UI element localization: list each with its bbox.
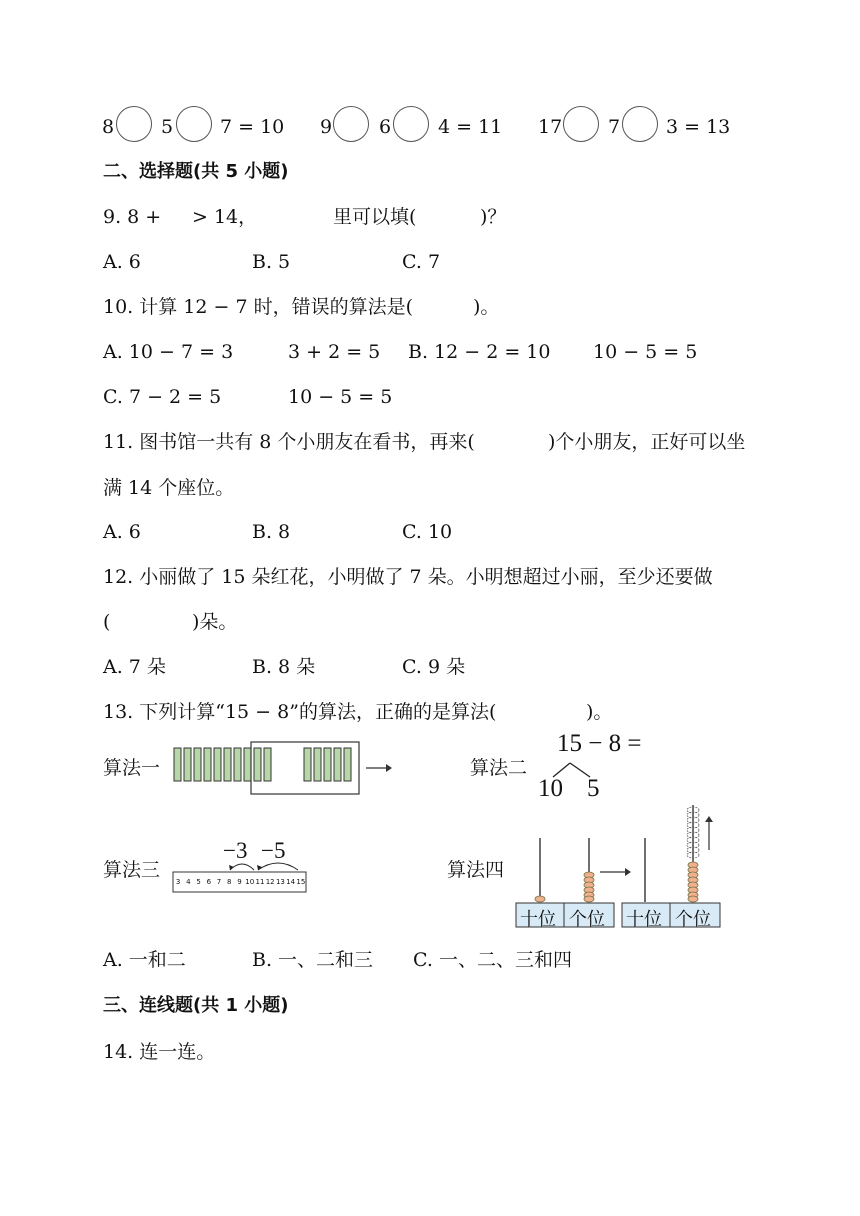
- q10-option-b-line1[interactable]: B. 12 − 2 = 10: [408, 341, 551, 363]
- blank-circle[interactable]: [622, 106, 658, 142]
- q13-option-c[interactable]: C. 一、二、三和四: [413, 949, 572, 971]
- method-4-label: 算法四: [447, 859, 505, 881]
- decompose-right: 5: [587, 775, 600, 802]
- eq3-n2: 7: [608, 116, 621, 138]
- q11-option-a[interactable]: A. 6: [103, 521, 141, 543]
- number-line-figure: [172, 838, 308, 898]
- decompose-equation: 15 − 8 =: [557, 730, 642, 757]
- blank-circle[interactable]: [176, 106, 212, 142]
- jump-minus-5: −5: [261, 838, 286, 863]
- eq3-rest: 3 = 13: [666, 116, 731, 138]
- method-1-label: 算法一: [103, 757, 161, 779]
- ruler-tick-label: 8: [227, 878, 232, 886]
- q12-option-b[interactable]: B. 8 朵: [252, 656, 316, 678]
- q10-option-c-line1[interactable]: C. 7 − 2 = 5: [103, 386, 222, 408]
- ruler-tick-label: 12: [265, 878, 275, 886]
- ruler-tick-label: 7: [216, 878, 222, 886]
- q9-part1: 9. 8 +: [103, 206, 162, 228]
- ruler-tick-label: 10: [245, 878, 255, 886]
- blank-circle[interactable]: [563, 106, 599, 142]
- q10-option-c-line2[interactable]: 10 − 5 = 5: [288, 386, 393, 408]
- blank-circle[interactable]: [393, 106, 429, 142]
- q9-option-a[interactable]: A. 6: [103, 251, 141, 273]
- q11-option-c[interactable]: C. 10: [402, 521, 453, 543]
- q11-line1a: 11. 图书馆一共有 8 个小朋友在看书，再来(: [103, 431, 475, 453]
- q13-stem: 13. 下列计算“15 − 8”的算法，正确的是算法(: [103, 701, 497, 723]
- eq2-n1: 9: [320, 116, 333, 138]
- q9-option-b[interactable]: B. 5: [252, 251, 291, 273]
- eq3-n1: 17: [538, 116, 563, 138]
- q11-option-b[interactable]: B. 8: [252, 521, 291, 543]
- eq1-n1: 8: [102, 116, 115, 138]
- blank-circle[interactable]: [333, 106, 369, 142]
- q12-option-c[interactable]: C. 9 朵: [402, 656, 466, 678]
- ruler-tick-label: 15: [296, 878, 306, 886]
- ruler-tick-label: 6: [206, 878, 212, 886]
- q10-end: )。: [473, 296, 500, 318]
- eq2-n2: 6: [379, 116, 392, 138]
- ruler-tick-label: 5: [196, 878, 201, 886]
- q9-part3: 里可以填(: [333, 206, 417, 228]
- blank-circle[interactable]: [116, 106, 152, 142]
- q14-stem: 14. 连一连。: [103, 1041, 216, 1063]
- method-2-label: 算法二: [470, 757, 528, 779]
- ruler-tick-label: 14: [286, 878, 296, 886]
- eq1-rest: 7 = 10: [220, 116, 285, 138]
- q10-stem: 10. 计算 12 − 7 时，错误的算法是(: [103, 296, 414, 318]
- abacus-tens-label-2: 十位: [626, 909, 662, 930]
- abacus-figure: [515, 800, 725, 930]
- q10-option-b-line2[interactable]: 10 − 5 = 5: [593, 341, 698, 363]
- q9-part4: )？: [480, 206, 507, 228]
- decompose-figure: [535, 730, 675, 805]
- abacus-ones-label: 个位: [569, 909, 605, 930]
- eq2-rest: 4 = 11: [438, 116, 503, 138]
- ruler-tick-label: 11: [255, 878, 265, 886]
- q9-part2: > 14，: [192, 206, 258, 228]
- q10-option-a-line1[interactable]: A. 10 − 7 = 3: [103, 341, 234, 363]
- decompose-left: 10: [538, 775, 563, 802]
- abacus-tens-label: 十位: [520, 909, 556, 930]
- q13-option-a[interactable]: A. 一和二: [103, 949, 186, 971]
- q12-line1: 12. 小丽做了 15 朵红花，小明做了 7 朵。小明想超过小丽，至少还要做: [103, 566, 713, 588]
- q11-line1b: )个小朋友，正好可以坐: [548, 431, 746, 453]
- q11-line2: 满 14 个座位。: [103, 477, 235, 499]
- ruler-ticks: [173, 878, 306, 890]
- jump-minus-3: −3: [223, 838, 248, 863]
- ruler-tick-label: 4: [186, 878, 191, 886]
- q10-option-a-line2[interactable]: 3 + 2 = 5: [288, 341, 381, 363]
- ruler-tick-label: 9: [237, 878, 242, 886]
- q13-option-b[interactable]: B. 一、二和三: [252, 949, 374, 971]
- section-title: 三、连线题(共 1 小题): [103, 995, 289, 1016]
- q13-end: )。: [586, 701, 613, 723]
- q12-line2a: (: [103, 611, 111, 633]
- ruler-tick-label: 3: [175, 878, 181, 886]
- section-title: 二、选择题(共 5 小题): [103, 161, 289, 182]
- q12-option-a[interactable]: A. 7 朵: [103, 656, 166, 678]
- counting-sticks-figure: [170, 740, 400, 798]
- q9-option-c[interactable]: C. 7: [402, 251, 441, 273]
- eq1-n2: 5: [161, 116, 174, 138]
- abacus-ones-label-2: 个位: [675, 909, 711, 930]
- q12-line2b: )朵。: [192, 611, 238, 633]
- ruler-tick-label: 13: [275, 878, 285, 886]
- method-3-label: 算法三: [103, 859, 161, 881]
